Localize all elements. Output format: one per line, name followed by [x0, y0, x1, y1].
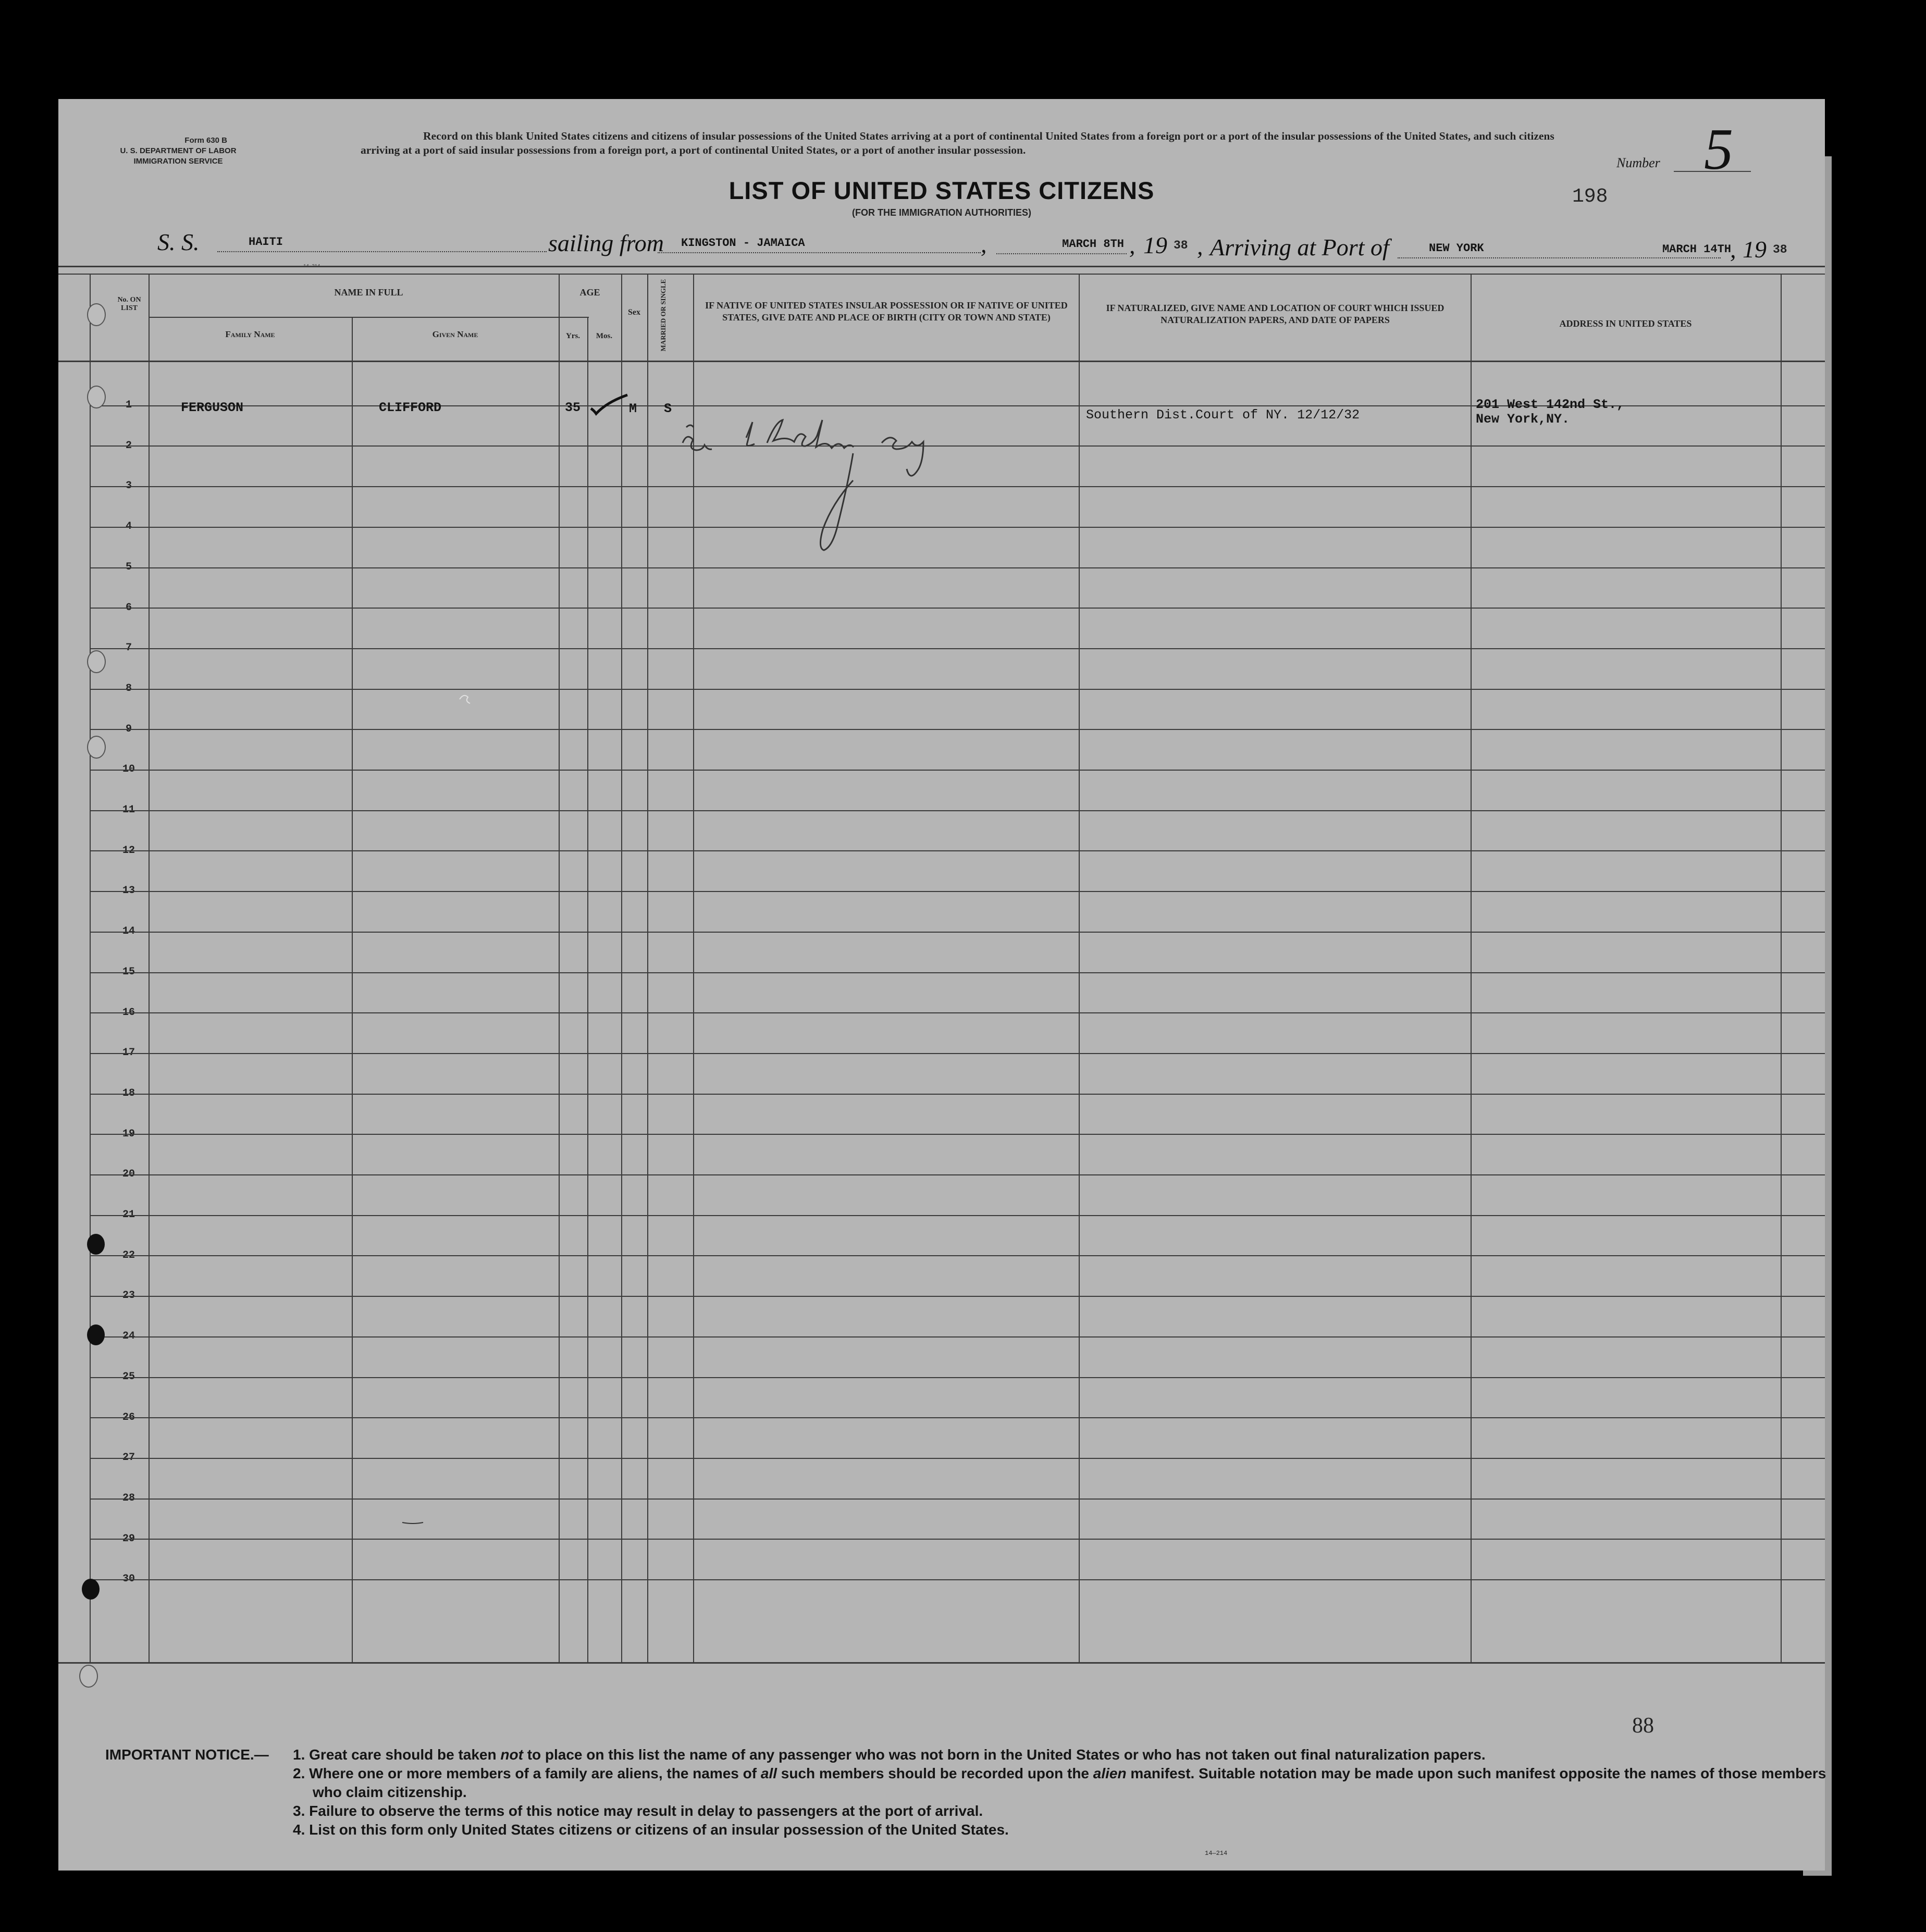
printer-line: 14-214 [303, 264, 320, 269]
header-yrs: Yrs. [565, 332, 581, 340]
notice-emphasis: all [760, 1765, 777, 1781]
row-number: 1 [125, 399, 132, 411]
row-number: 8 [125, 682, 132, 695]
row-number: 22 [122, 1249, 135, 1261]
header-mos: Mos. [596, 332, 613, 340]
row-number: 16 [122, 1006, 135, 1019]
arrival-year-suffix: 38 [1773, 243, 1787, 256]
notice-items [293, 1745, 1835, 1839]
header-native: IF NATIVE OF UNITED STATES INSULAR POSSESSION OR IF NATIVE OF UNITED STATES, GIVE DATE AND PLACE OF BIRTH (CITY OR TOWN AND STATE) [705, 300, 1068, 323]
notice-heading: IMPORTANT NOTICE.— [105, 1747, 269, 1763]
row-number: 17 [122, 1047, 135, 1059]
row-number: 2 [125, 439, 132, 452]
notice-text: Where one or more members of a family are aliens, the names of [309, 1765, 761, 1781]
sail-year-prefix: 19 [1143, 232, 1167, 258]
arriving-label: Arriving at Port of [1210, 234, 1389, 261]
notice-item-4 [293, 1820, 1835, 1839]
notice-item-number: 1. [293, 1747, 305, 1763]
notice-item-number: 4. [293, 1822, 305, 1838]
notice-item-1 [293, 1745, 1835, 1764]
row-number: 14 [122, 925, 135, 938]
age-years-entry: 35 [565, 400, 581, 415]
address-line-1: 201 West 142nd St., [1476, 397, 1625, 412]
page-subtitle: (FOR THE IMMIGRATION AUTHORITIES) [852, 207, 1031, 218]
notice-text: such members should be recorded upon the [777, 1765, 1093, 1781]
given-name-entry: CLIFFORD [379, 400, 442, 415]
notice-text: to place on this list the name of any passenger who was not born in the United States or who has not taken out final naturalization papers. [523, 1747, 1486, 1763]
department-name: U. S. DEPARTMENT OF LABOR [120, 146, 237, 155]
comma-1: , [981, 231, 987, 257]
header-sex: Sex [628, 308, 640, 317]
row-number: 13 [122, 885, 135, 897]
ss-label: S. S. [157, 229, 200, 255]
row-number: 12 [122, 844, 135, 857]
address-line-2: New York,NY. [1476, 412, 1570, 427]
notice-emphasis: not [500, 1747, 523, 1763]
sex-entry: M [629, 401, 637, 416]
sail-year-suffix: 38 [1174, 239, 1188, 252]
row-number: 6 [125, 601, 132, 614]
sailing-from-label: sailing from [548, 230, 664, 256]
notice-text: List on this form only United States citizens or citizens of an insular possession of the United States. [309, 1822, 1009, 1838]
arrival-year-prefix: 19 [1743, 236, 1767, 263]
header-family-name: Family Name [225, 329, 275, 339]
page-number: 198 [1572, 185, 1608, 208]
punch-hole-5 [87, 1234, 105, 1255]
row-number: 26 [122, 1411, 135, 1423]
header-age: AGE [579, 287, 600, 298]
row-number: 4 [125, 521, 132, 533]
punch-hole-4 [87, 736, 106, 759]
row-number: 25 [122, 1370, 135, 1383]
notice-item-3 [293, 1802, 1835, 1820]
row-number: 21 [122, 1209, 135, 1221]
list-number-handwritten: 5 [1704, 117, 1733, 182]
ship-name: HAITI [249, 236, 283, 249]
header-given-name: Given Name [432, 329, 478, 339]
marital-entry: S [664, 401, 672, 416]
header-no-on-list: No. ON LIST [117, 296, 141, 312]
dash-mark [402, 1522, 423, 1524]
family-name-entry: FERGUSON [181, 400, 244, 415]
arrival-port: NEW YORK [1429, 242, 1484, 255]
row-number: 19 [122, 1128, 135, 1140]
handwritten-annotation [683, 420, 923, 550]
number-label: Number [1616, 155, 1660, 170]
bottom-form-code: 14—214 [1205, 1850, 1228, 1857]
footer-number-handwritten: 88 [1632, 1714, 1654, 1738]
punch-hole-1 [87, 303, 106, 326]
notice-text: manifest. Suitable notation may be made upon such manifest opposite the names of those members who claim citizenship. [313, 1765, 1826, 1800]
row-number: 29 [122, 1532, 135, 1545]
notice-text: Great care should be taken [309, 1747, 501, 1763]
row-number: 30 [122, 1573, 135, 1586]
notice-item-2 [293, 1764, 1835, 1802]
comma-3: , [1197, 233, 1203, 259]
punch-hole-8 [79, 1665, 98, 1688]
from-port: KINGSTON - JAMAICA [681, 237, 805, 250]
row-number: 18 [122, 1087, 135, 1099]
small-pencil-mark [460, 696, 470, 703]
row-number: 11 [122, 804, 135, 816]
notice-text: Failure to observe the terms of this notice may result in delay to passengers at the port of arrival. [309, 1803, 983, 1819]
header-address: ADDRESS IN UNITED STATES [1559, 318, 1692, 329]
notice-item-number: 3. [293, 1803, 305, 1819]
row-number: 7 [125, 642, 132, 654]
header-married-or-single: MARRIED OR SINGLE [659, 279, 667, 352]
punch-hole-2 [87, 386, 106, 408]
naturalization-entry: Southern Dist.Court of NY. 12/12/32 [1086, 407, 1360, 423]
handwriting-marks [58, 99, 1825, 1871]
tick-mark [591, 395, 627, 414]
row-number: 5 [125, 561, 132, 573]
row-number: 23 [122, 1290, 135, 1302]
punch-hole-7 [82, 1579, 100, 1600]
row-number: 27 [122, 1452, 135, 1464]
punch-hole-3 [87, 650, 106, 673]
row-number: 10 [122, 763, 135, 776]
page-title: LIST OF UNITED STATES CITIZENS [729, 177, 1155, 204]
row-number: 9 [125, 723, 132, 735]
header-name-in-full: NAME IN FULL [334, 287, 403, 298]
intro-instructions: Record on this blank United States citizens and citizens of insular possessions of the United States arriving at a port of continental United States from a foreign port or a port of the insular possessions of the United States, and such citizens arriving at a port of said insular possessions from a foreign port, a port of continental United States, or a port of another insular possession. [361, 130, 1554, 156]
punch-hole-6 [87, 1324, 105, 1345]
row-number: 3 [125, 480, 132, 492]
notice-item-number: 2. [293, 1765, 305, 1781]
row-number: 15 [122, 965, 135, 978]
sail-date: MARCH 8TH [1062, 238, 1124, 251]
row-number: 28 [122, 1492, 135, 1504]
manifest-sheet [58, 99, 1825, 1871]
row-number: 20 [122, 1168, 135, 1181]
notice-emphasis: alien [1093, 1765, 1127, 1781]
row-number: 24 [122, 1330, 135, 1343]
comma-4: , [1730, 236, 1736, 263]
form-number: Form 630 B [184, 136, 227, 145]
service-name: IMMIGRATION SERVICE [133, 157, 223, 166]
arrival-date: MARCH 14TH [1662, 243, 1731, 256]
header-naturalized: IF NATURALIZED, GIVE NAME AND LOCATION OF COURT WHICH ISSUED NATURALIZATION PAPERS, AND DATE OF PAPERS [1106, 303, 1444, 325]
comma-2: , [1129, 232, 1135, 258]
